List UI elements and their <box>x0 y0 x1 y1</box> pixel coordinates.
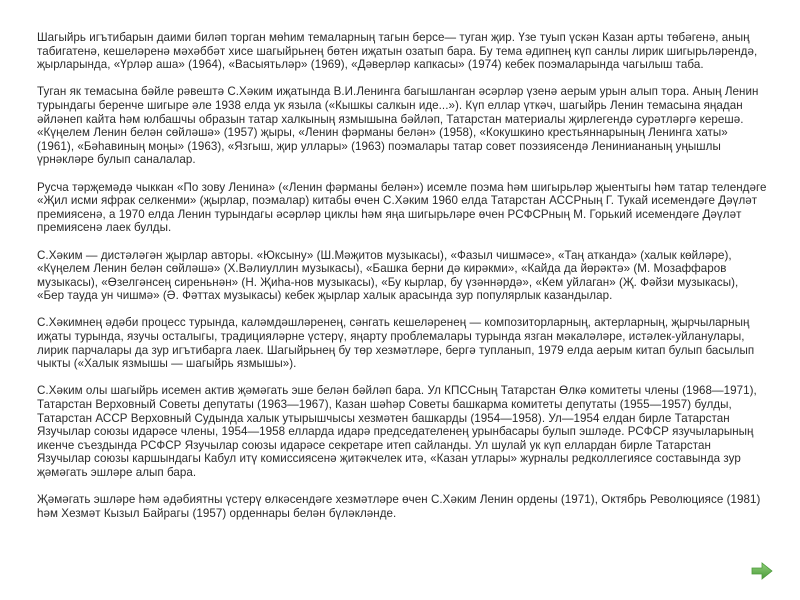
arrow-right-icon <box>751 562 773 580</box>
paragraph-public-work: С.Хәким олы шагыйрь исемен актив җәмәгать эше белән бәйләп бара. Ул КПССның Татарстан Өлкә комитеты члены (1968—1971), Татарстан Верховный Советы депутаты (1963—1967), Казан шәһәр Советы башкарма комитеты депутаты (1955—1957) булды, Татарстан АССР Верховный Судында халык утырышчысы хезмәтен башкарды (1954—1958). Ул—1954 елдан бирле Татарстан Язучылар союзы идарәсе члены, 1954—1958 елларда идарә председателенең урынбасары булып эшләде. РСФСР язучыларының икенче съездында РСФСР Язучылар союзы идарәсе секретаре итеп сайланды. Ул шулай ук күп еллардан бирле Татарстан Язучылар союзы каршындагы Кабул итү комиссиясенә җитәкчелек итә, «Казан утлары» журналы редколлегиясе составында зур җәмәгать эшләре алып бара. <box>37 384 757 479</box>
paragraph-awards: Җәмәгать эшләре һәм әдәбиятны үстерү өлкәсендәге хезмәтләре өчен С.Хәким Ленин ордены (1971), Октябрь Революциясе (1981) һәм Хезмәт Кызыл Байрагы (1957) орденнары белән бүләкләнде. <box>37 493 761 520</box>
paragraph-homeland-theme: Шагыйрь игътибарын даими биләп торган мөһим темаларның тагын берсе— туган җир. Үзе туып үскән Казан арты төбәгенә, аның табигатенә, кешеләренә мәхәббәт хисе шагыйрьнең бөтен иҗатын озатып бара. Бу тема әдипнең күп санлы лирик шигырьләрендә, җырларында, «Үрләр аша» (1964), «Васыятьләр» (1969), «Дәверләр капкасы» (1974) кебек поэмаларында чагылыш таба. <box>37 31 758 72</box>
next-slide-button[interactable] <box>751 562 773 580</box>
paragraph-songs: С.Хәким — дистәләгән җырлар авторы. «Юксыну» (Ш.Мәҗитов музыкасы), «Фазыл чишмәсе», «Таң атканда» (халык көйләре), «Күңелем Ленин белән сөйләшә» (Х.Вәлиуллин музыкасы), «Башка берни дә кирәкми», «Кайда да йөрәктә» (М. Мозаффаров музыкасы), «Өзелгәнсең сиреньнән» (Н. Җиһа-нов музыкасы), «Бу кырлар, бу үзәннәрдә», «Кем уйлаган» (Җ. Фәйзи музыкасы), «Бер тауда ун чишмә» (Ә. Фәттах музыкасы) кебек җырлар халык арасында зур популярлык казандылар. <box>37 248 739 303</box>
paragraph-articles: С.Хәкимнең әдәби процесс турында, каләмдәшләренең, сәнгать кешеләренең — композиторларның, актерларның, җырчыларның иҗаты турында, язучы осталыгы, традицияләрне үстерү, яңарту проблемалары турында язган мәкаләләре, истәлек-уйланулары, лирик парчалары да зур игътибарга лаек. Шагыйрьнең бу төр хезмәтләре, бергә тупланып, 1979 елда аерым китап булып басылып чыкты («Халык язмышы — шагыйрь язмышы»). <box>37 316 755 371</box>
paragraph-lenin-works: Туган як темасына бәйле рәвештә С.Хәким иҗатында В.И.Ленинга багышланган әсәрләр үзенә аерым урын алып тора. Аның Ленин турындагы беренче шигыре әле 1938 елда ук языла («Кышкы салкын иде...»). Күп еллар үткәч, шагыйрь Ленин темасына яңадан әйләнеп кайта һәм юлбашчы образын татар халкының язмышына бәйләп, Татарстан материалы җирлегендә сурәтләргә керешә. «Күңелем Ленин белән сөйләшә» (1957) җыры, «Ленин фәрманы белән» (1958), «Кокушкино крестьяннарының Ленинга хаты» (1961), «Бәһавиның моңы» (1963), «Язгыш, җир уллары» (1963) поэмалары татар совет поэзиясендә Лениниананың уңышлы үрнәкләре булып саналалар. <box>37 85 759 167</box>
paragraph-prizes: Русча тәрҗемәдә чыккан «По зову Ленина» («Ленин фәрманы белән») исемле поэма һәм шигырьләр җыентыгы һәм татар телендәге «Җил исми яфрак селкенми» (җырлар, поэмалар) китабы өчен С.Хәким 1960 елда Татарстан АССРның Г. Тукай исемендәге Дәүләт премиясенә, а 1970 елда Ленин турындагы әсәрләр циклы һәм яңа шигырьләре өчен РСФСРның М. Горький исемендәге Дәүләт премиясенә лаек булды. <box>37 180 767 235</box>
document-text <box>37 31 767 534</box>
